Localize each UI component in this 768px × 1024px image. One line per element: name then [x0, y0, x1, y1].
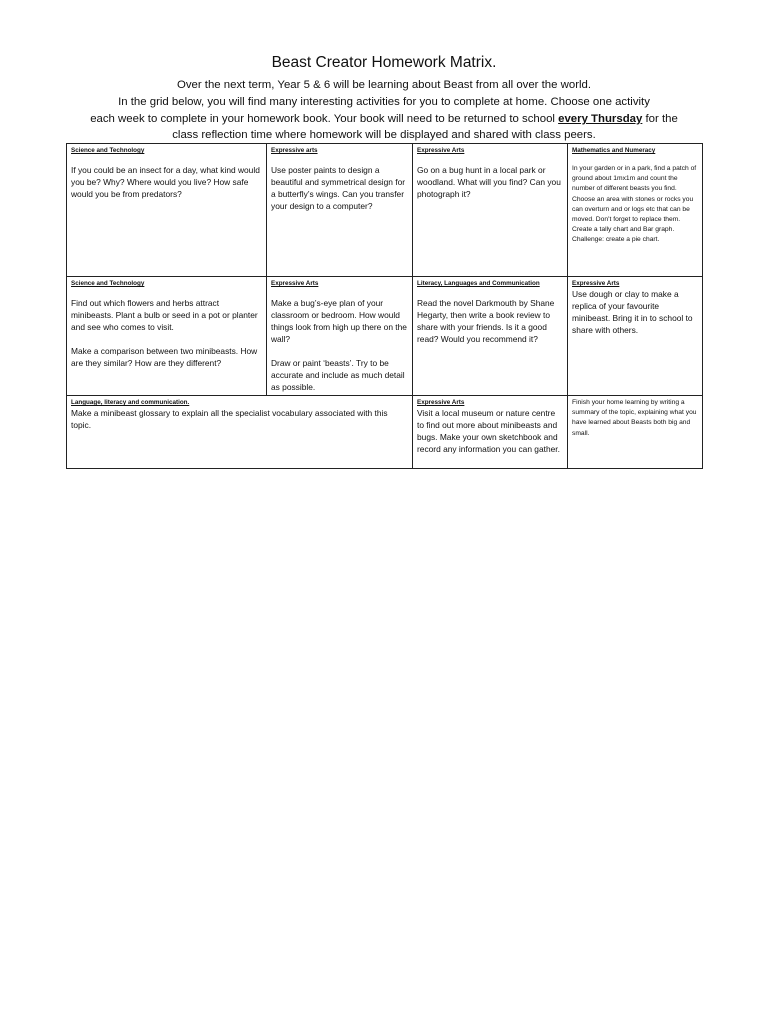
activity-cell	[568, 277, 703, 396]
cell-heading: Language, literacy and communication.	[71, 399, 190, 406]
matrix-row	[67, 277, 703, 396]
activity-cell	[568, 396, 703, 469]
activity-cell	[568, 144, 703, 277]
activity-cell	[67, 144, 267, 277]
activity-cell	[413, 144, 568, 277]
cell-text-2: Draw or paint ‘beasts’. Try to be accurate and include as much detail as possible.	[271, 358, 405, 392]
cell-heading: Expressive Arts	[417, 147, 465, 154]
cell-text: Visit a local museum or nature centre to find out more about minibeasts and bugs. Make your own sketchbook and record any information you can gather.	[417, 408, 560, 454]
cell-text: Go on a bug hunt in a local park or woodland. What will you find? Can you photograph it?	[417, 165, 561, 199]
cell-heading: Expressive Arts	[572, 280, 620, 287]
cell-text: In your garden or in a park, find a patch of ground about 1mx1m and count the number of different beasts you find. Choose an area with stones or rocks you can overturn and or logs etc that can be moved. Don’t forget to replace them. Create a tally chart and Bar graph.	[572, 165, 697, 234]
cell-heading: Science and Technology	[71, 147, 145, 154]
intro-line-2: In the grid below, you will find many interesting activities for you to complete at home. Choose one activity	[118, 95, 650, 108]
cell-text: Read the novel Darkmouth by Shane Hegarty, then write a book review to share with your friends. Is it a good read? Would you recommend it?	[417, 298, 555, 344]
homework-matrix	[66, 143, 703, 469]
cell-heading: Literacy, Languages and Communication	[417, 280, 540, 287]
intro-line-3-end: for the	[642, 112, 678, 125]
cell-text: Use poster paints to design a beautiful and symmetrical design for a butterfly’s wings. Can you transfer your design to a computer?	[271, 165, 406, 211]
emphasis-every-thursday: every Thursday	[558, 112, 643, 125]
cell-heading: Expressive Arts	[271, 280, 319, 287]
cell-text: Find out which flowers and herbs attract minibeasts. Plant a bulb or seed in a pot or planter and see who comes to visit.	[71, 298, 258, 332]
matrix-row	[67, 144, 703, 277]
cell-heading: Expressive arts	[271, 147, 318, 154]
intro-paragraph	[0, 77, 768, 144]
activity-cell-wide	[67, 396, 413, 469]
cell-text: If you could be an insect for a day, what kind would you be? Why? Where would you live? How safe would you be from predators?	[71, 165, 260, 199]
activity-cell	[267, 144, 413, 277]
activity-cell	[413, 396, 568, 469]
cell-heading: Expressive Arts	[417, 399, 465, 406]
cell-text: Use dough or clay to make a replica of your favourite minibeast. Bring it in to school to share with others.	[572, 289, 693, 335]
intro-line-4: class reflection time where homework will be displayed and shared with class peers.	[172, 129, 596, 142]
intro-line-3-start: each week to complete in your homework book. Your book will need to be returned to school	[90, 112, 559, 125]
matrix-row	[67, 396, 703, 469]
cell-text: Make a minibeast glossary to explain all the specialist vocabulary associated with this topic.	[71, 408, 388, 430]
cell-challenge: Challenge: create a pie chart.	[572, 236, 660, 244]
activity-cell	[267, 277, 413, 396]
activity-cell	[67, 277, 267, 396]
activity-cell	[413, 277, 568, 396]
intro-line-1: Over the next term, Year 5 & 6 will be learning about Beast from all over the world.	[176, 79, 592, 91]
cell-text: Make a bug’s-eye plan of your classroom or bedroom. How would things look from high up there on the wall?	[271, 298, 407, 344]
cell-text-2: Make a comparison between two minibeasts. How are they similar? How are they different?	[71, 346, 258, 368]
cell-heading: Mathematics and Numeracy	[572, 147, 656, 154]
page-title: Beast Creator Homework Matrix.	[271, 54, 497, 71]
cell-text: Finish your home learning by writing a summary of the topic, explaining what you have learned about Beasts both big and small.	[572, 399, 697, 437]
cell-heading: Science and Technology	[71, 280, 145, 287]
intro-line-3	[0, 111, 768, 128]
